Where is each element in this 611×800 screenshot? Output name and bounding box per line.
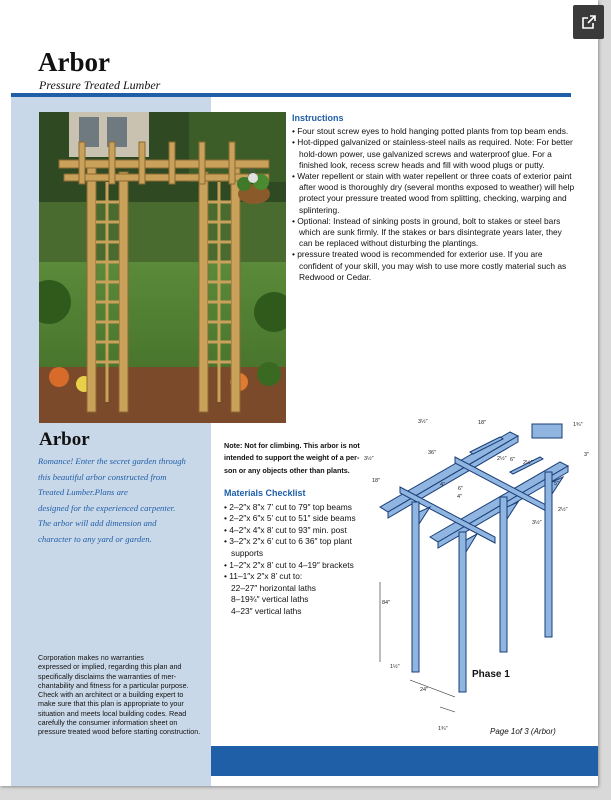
material-item: • 2–2″x 6″x 5’ cut to 51″ side beams [224,513,374,525]
instructions-section [292,113,575,283]
diagram-phase-label: Phase 1 [472,669,510,680]
material-item: • 3–2″x 2″x 6’ cut to 6 36″ top plant supports [224,536,374,559]
dimension-label: 6″ [458,486,464,492]
dimension-label: 1¾″ [438,726,448,732]
instruction-item: • Hot-dipped galvanized or stainless-steel nails as required. Note: For better hold-down power, use galvanized screws and waterproof glue. For a finished look, recess screw heads and fill with wood plugs or putty. [292,137,575,171]
page-number: Page 1of 3 (Arbor) [490,727,556,736]
materials-checklist [224,488,374,618]
tagline-line: designed for the experienced carpenter. [38,502,176,513]
materials-list [224,502,374,583]
tagline-line: Romance! Enter the secret garden through [38,456,186,466]
arbor-photo [39,112,286,423]
phase1-diagram [360,412,596,734]
material-sub-item: 22–27″ horizontal laths [231,582,316,593]
disclaimer-line: make sure that this plan is appropriate to your [38,699,184,709]
disclaimer-line: chantability and fitness for a particular purpose. [38,680,189,690]
dimension-label: 2½″ [558,507,568,513]
dimension-label: 2½″ [497,456,507,462]
dimension-label: 18″ [478,420,487,426]
disclaimer-line: carefully the consumer information sheet on [38,718,178,728]
disclaimer-line: Corporation makes no warranties [38,653,144,662]
tagline-line: The arbor will add dimension and [38,518,157,529]
note-line: Note: Not for climbing. This arbor is not [224,441,360,450]
page-subtitle: Pressure Treated Lumber [39,78,161,92]
climbing-note [224,440,359,477]
materials-heading: Materials Checklist [224,488,306,498]
dimension-label: 3″ [584,452,590,458]
section-heading: Arbor [39,429,90,450]
dimension-label: 1½″ [390,664,400,670]
material-item: • 11–1″x 2″x 8’ cut to: [224,571,374,583]
dimension-label: 3½″ [364,456,374,462]
dimension-label: 3½″ [418,419,428,425]
disclaimer-line: specifically disclaims the warranties of mer- [38,671,177,681]
dimension-label: 2½″ [523,460,533,466]
page-title: Arbor [38,47,110,77]
dimension-label: 6″ [510,457,516,463]
disclaimer-line: pressure treated wood before starting construction. [38,727,201,737]
material-item: • 4–2″x 4″x 8’ cut to 93″ min. post [224,525,374,537]
dimension-label: 4″ [457,494,463,500]
tagline-line: Treated Lumber.Plans are [38,487,128,498]
instruction-item: • pressure treated wood is recommended for exterior use. If you are confident of your skill, you may wish to use more costly material such as Redwood or Cedar. [292,249,575,283]
disclaimer-line: Check with an architect or a building expert to [38,690,184,700]
open-in-new-icon [582,15,596,29]
instruction-item: • Four stout screw eyes to hold hanging potted plants from top beam ends. [292,126,575,137]
disclaimer-line: situation and meets local building codes. Read [38,708,187,718]
disclaimer-line: expressed or implied, regarding this plan and [38,662,182,672]
note-line: intended to support the weight of a per- [224,453,360,463]
dimension-label: 24″ [420,687,429,693]
instruction-item: • Optional: Instead of sinking posts in ground, bolt to stakes or steel bars which are sunk firmly. If the stakes or bars disintegrate years later, they can be replaced without disturbing the plantings. [292,216,575,250]
dimension-label: 18″ [372,478,381,484]
instructions-heading: Instructions [292,113,344,123]
footer-band [211,746,598,776]
material-sub-item: 4–23″ vertical laths [231,605,302,616]
open-in-new-button[interactable] [573,5,604,39]
dimension-label: 1¾″ [573,422,583,428]
dimension-label: 4″ [440,482,446,488]
tagline-line: character to any yard or garden. [38,533,152,544]
dimension-label: 36″ [428,450,437,456]
material-item: • 2–2″x 8″x 7’ cut to 79″ top beams [224,502,374,514]
tagline-line: this beautiful arbor constructed from [38,471,167,482]
material-item: • 1–2″x 2″x 8’ cut to 4–19″ brackets [224,560,374,572]
note-line: son or any objects other than plants. [224,465,350,475]
instructions-list [292,126,575,283]
intro-tagline [38,454,208,548]
material-sub-item: 8–19¾″ vertical laths [231,594,309,605]
warranty-disclaimer [38,653,210,737]
dimension-label: 84″ [382,600,391,606]
instruction-item: • Water repellent or stain with water repellent or three coats of exterior paint after wood is thoroughly dry (several months exposed to weather) will help protect your pressure treated wood from splitting, checking, warping and splintering. [292,171,575,216]
dimension-label: 3½″ [532,520,542,526]
dimension-label: 5″ [554,481,560,487]
